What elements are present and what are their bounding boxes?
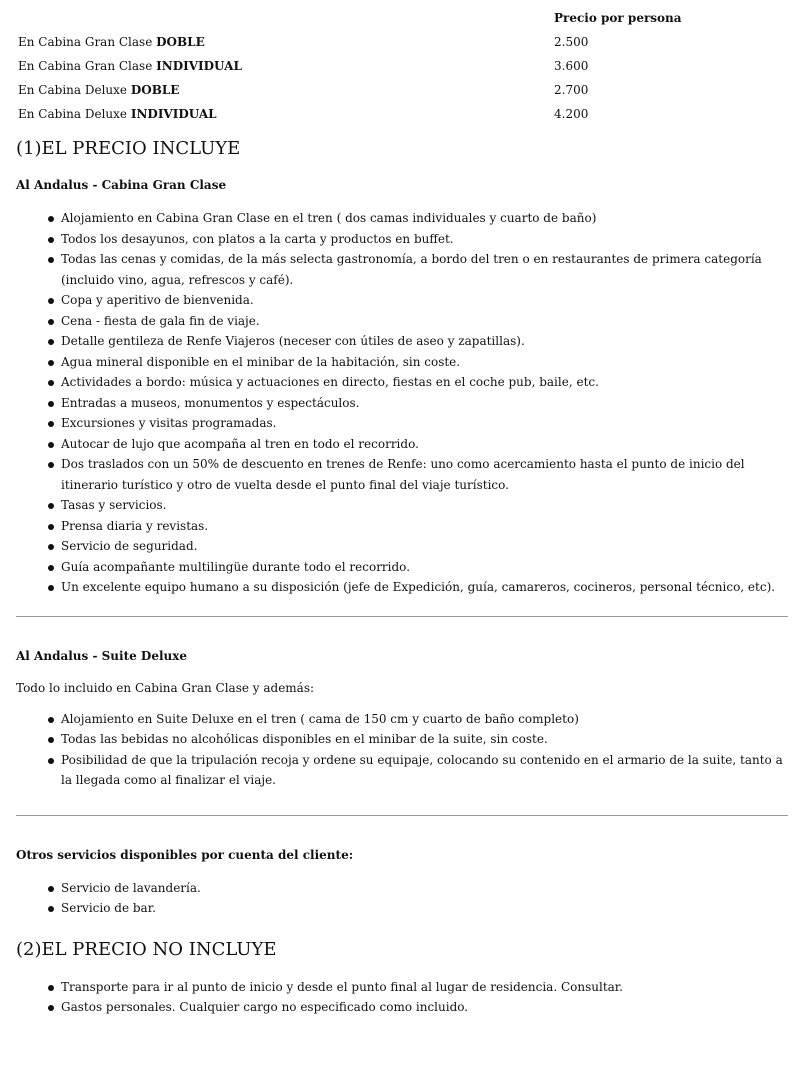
excludes-heading: (2)EL PRECIO NO INCLUYE: [16, 938, 277, 960]
list-item: Servicio de bar.: [61, 898, 788, 919]
otros-servicios-heading: Otros servicios disponibles por cuenta del cliente:: [16, 847, 354, 862]
list-item: Alojamiento en Cabina Gran Clase en el tren ( dos camas individuales y cuarto de baño): [61, 208, 788, 229]
list-item: Entradas a museos, monumentos y espectáculos.: [61, 393, 788, 414]
otros-servicios-list: [16, 878, 788, 919]
price-row: [18, 102, 778, 126]
includes-heading: (1)EL PRECIO INCLUYE: [16, 138, 241, 159]
list-item: Dos traslados con un 50% de descuento en trenes de Renfe: uno como acercamiento hasta el punto de inicio del itinerario turístico y otro de vuelta desde el punto final del viaje turístico.: [61, 454, 788, 495]
price-row-label-bold: DOBLE: [130, 83, 180, 97]
list-item: Excursiones y visitas programadas.: [61, 413, 788, 434]
price-table-empty-header: [18, 6, 554, 30]
price-row-value: 4.200: [554, 107, 589, 121]
price-row-label-prefix: En Cabina Deluxe: [18, 83, 131, 97]
list-item: Posibilidad de que la tripulación recoja y ordene su equipaje, colocando su contenido en el armario de la suite, tanto a la llegada como al finalizar el viaje.: [61, 750, 788, 791]
suite-deluxe-heading: Al Andalus - Suite Deluxe: [16, 648, 188, 663]
price-row: [18, 54, 778, 78]
price-row-label-bold: INDIVIDUAL: [130, 107, 217, 121]
list-item: Un excelente equipo humano a su disposición (jefe de Expedición, guía, camareros, cocineros, personal técnico, etc).: [61, 577, 788, 598]
list-item: Alojamiento en Suite Deluxe en el tren ( cama de 150 cm y cuarto de baño completo): [61, 709, 788, 730]
list-item: Servicio de seguridad.: [61, 536, 788, 557]
list-item: Gastos personales. Cualquier cargo no especificado como incluido.: [61, 997, 788, 1018]
price-row-value: 3.600: [554, 59, 589, 73]
price-row: [18, 30, 778, 54]
list-item: Copa y aperitivo de bienvenida.: [61, 290, 788, 311]
list-item: Cena - fiesta de gala fin de viaje.: [61, 311, 788, 332]
gran-clase-heading: Al Andalus - Cabina Gran Clase: [16, 178, 227, 192]
section-divider: [16, 616, 788, 617]
list-item: Todas las bebidas no alcohólicas disponibles en el minibar de la suite, sin coste.: [61, 729, 788, 750]
list-item: Actividades a bordo: música y actuaciones en directo, fiestas en el coche pub, baile, etc.: [61, 372, 788, 393]
price-row-label: [18, 30, 554, 54]
price-row-label: [18, 102, 554, 126]
price-row-value: 2.500: [554, 35, 589, 49]
list-item: Tasas y servicios.: [61, 495, 788, 516]
excludes-list: [16, 977, 788, 1018]
list-item: Transporte para ir al punto de inicio y desde el punto final al lugar de residencia. Consultar.: [61, 977, 788, 998]
suite-deluxe-list: [16, 709, 788, 791]
price-row-value: 2.700: [554, 83, 589, 97]
price-per-person-header: Precio por persona: [554, 11, 682, 25]
price-row-label: [18, 54, 554, 78]
price-row: [18, 78, 778, 102]
price-row-label-bold: INDIVIDUAL: [156, 59, 242, 73]
price-row-label-prefix: En Cabina Gran Clase: [18, 35, 157, 49]
list-item: Servicio de lavandería.: [61, 878, 788, 899]
list-item: Guía acompañante multilingüe durante todo el recorrido.: [61, 557, 788, 578]
price-row-label-bold: DOBLE: [156, 35, 205, 49]
list-item: Detalle gentileza de Renfe Viajeros (neceser con útiles de aseo y zapatillas).: [61, 331, 788, 352]
gran-clase-list: [16, 208, 788, 598]
price-table-header-row: [18, 6, 778, 30]
price-row-label: [18, 78, 554, 102]
page: [0, 6, 794, 1083]
price-row-label-prefix: En Cabina Gran Clase: [18, 59, 157, 73]
list-item: Todos los desayunos, con platos a la carta y productos en buffet.: [61, 229, 788, 250]
list-item: Agua mineral disponible en el minibar de la habitación, sin coste.: [61, 352, 788, 373]
section-divider: [16, 815, 788, 816]
list-item: Todas las cenas y comidas, de la más selecta gastronomía, a bordo del tren o en restaurantes de primera categoría (incluido vino, agua, refrescos y café).: [61, 249, 788, 290]
list-item: Prensa diaria y revistas.: [61, 516, 788, 537]
suite-deluxe-intro: Todo lo incluido en Cabina Gran Clase y además:: [16, 680, 315, 695]
price-table: [18, 6, 778, 126]
list-item: Autocar de lujo que acompaña al tren en todo el recorrido.: [61, 434, 788, 455]
price-row-label-prefix: En Cabina Deluxe: [18, 107, 131, 121]
